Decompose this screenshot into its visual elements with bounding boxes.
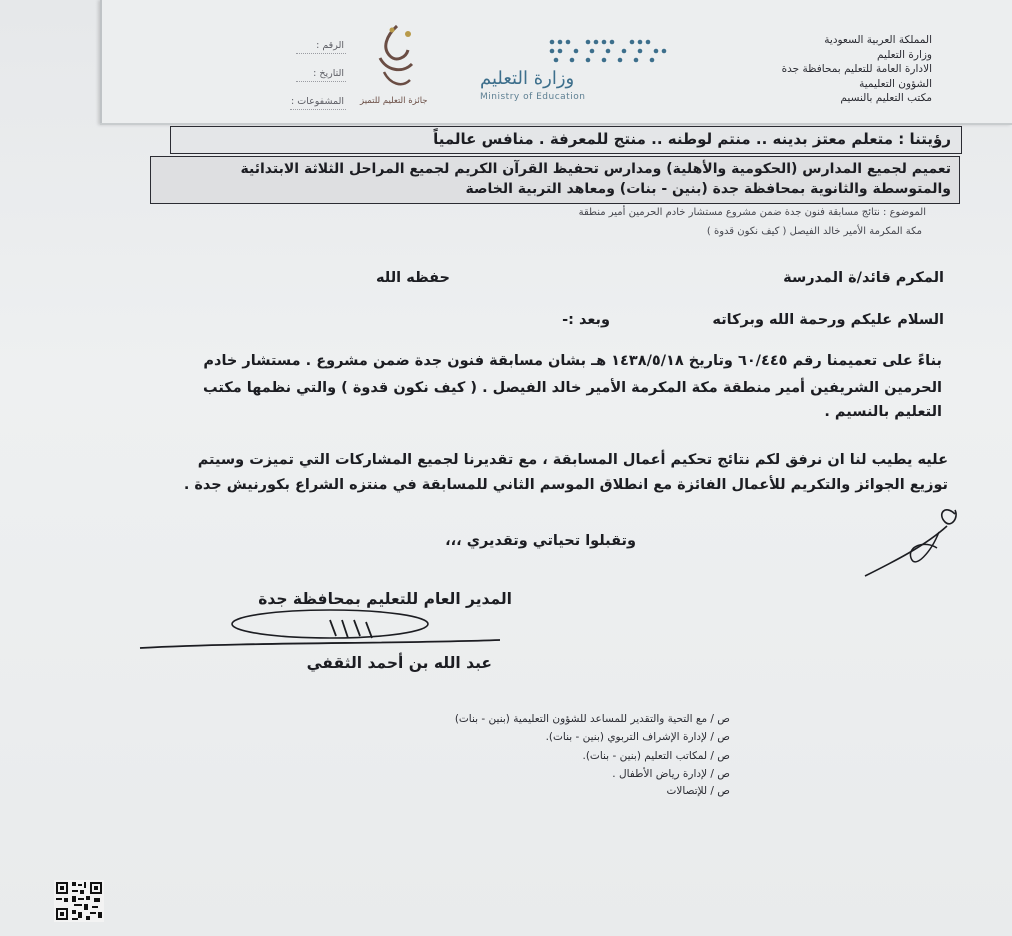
cc-line: ص / مع التحية والتقدير للمساعد للشؤون التعليمية (بنين - بنات) <box>454 713 730 725</box>
ministry-header <box>782 33 932 106</box>
qr-code-icon <box>54 880 104 922</box>
moe-logo-text: وزارة التعليم <box>480 68 575 89</box>
closing: وتقبلوا تحياتي وتقديري ،،، <box>445 533 636 549</box>
subject-line: مكة المكرمة الأمير خالد الفيصل ( كيف نكون قدوة ) <box>706 226 922 237</box>
ministry-line: مكتب التعليم بالنسيم <box>840 92 932 104</box>
award-logo-icon <box>372 22 422 94</box>
ref-attachments-label: المشفوعات : <box>291 96 344 107</box>
ministry-line: الشؤون التعليمية <box>859 77 932 90</box>
ref-number-label: الرقم : <box>316 40 344 51</box>
cc-line: ص / لمكاتب التعليم (بنين - بنات). <box>582 750 730 762</box>
paragraph-line: عليه يطيب لنا ان نرفق لكم نتائج تحكيم أعمال المسابقة ، مع تقديرنا لجميع المشاركات التي تميزت وسيتم <box>197 452 948 468</box>
signatory-name: عبد الله بن أحمد الثقفي <box>306 654 492 672</box>
ref-date-label: التاريخ : <box>313 68 344 79</box>
paragraph-line: التعليم بالنسيم . <box>824 404 942 420</box>
subject-line: الموضوع : نتائج مسابقة فنون جدة ضمن مشروع مستشار خادم الحرمين أمير منطقة <box>578 207 926 218</box>
award-logo-text: جائزة التعليم للتميز <box>360 96 428 106</box>
circular-recipients-box <box>150 156 960 204</box>
signature-scribble-icon <box>130 600 510 660</box>
moe-logo-icon <box>548 38 678 68</box>
addressee: المكرم قائد/ة المدرسة <box>783 270 944 286</box>
initials-signature-icon <box>855 500 975 585</box>
cc-line: ص / لإدارة الإشراف التربوي (بنين - بنات). <box>545 731 730 743</box>
ministry-line: وزارة التعليم <box>877 48 932 61</box>
after-greeting: وبعد :- <box>562 312 610 328</box>
cc-line: ص / لإدارة رياض الأطفال . <box>612 768 730 780</box>
ministry-line: المملكة العربية السعودية <box>824 34 932 46</box>
greeting: السلام عليكم ورحمة الله وبركاته <box>712 312 944 328</box>
circular-line: تعميم لجميع المدارس (الحكومية والأهلية) ومدارس تحفيظ القرآن الكريم لجميع المراحل الثلاثة الابتدائية <box>240 161 951 177</box>
blessing: حفظه الله <box>376 270 450 286</box>
vision-banner <box>170 126 962 154</box>
circular-line: والمتوسطة والثانوية بمحافظة جدة (بنين - بنات) ومعاهد التربية الخاصة <box>465 181 951 197</box>
paragraph-line: الحرمين الشريفين أمير منطقة مكة المكرمة الأمير خالد الفيصل . ( كيف نكون قدوة ) والتي نظمها مكتب <box>203 380 942 396</box>
cc-line: ص / للإتصالات <box>666 785 730 797</box>
vision-text: رؤيتنا : متعلم معتز بدينه .. منتم لوطنه .. منتج للمعرفة . منافس عالمياً <box>433 130 951 148</box>
ministry-line: الادارة العامة للتعليم بمحافظة جدة <box>781 63 932 75</box>
paragraph-line: توزيع الجوائز والتكريم للأعمال الفائزة مع انطلاق الموسم الثاني للمسابقة في منتزه الشراع بكورنيش جدة . <box>183 477 948 493</box>
moe-logo-english: Ministry of Education <box>480 92 586 102</box>
signatory-title: المدير العام للتعليم بمحافظة جدة <box>258 590 512 608</box>
paragraph-line: بناءً على تعميمنا رقم ٦٠/٤٤٥ وتاريخ ١٤٣٨/٥/١٨ هـ بشان مسابقة فنون جدة ضمن مشروع . مستشار خادم <box>203 353 942 369</box>
